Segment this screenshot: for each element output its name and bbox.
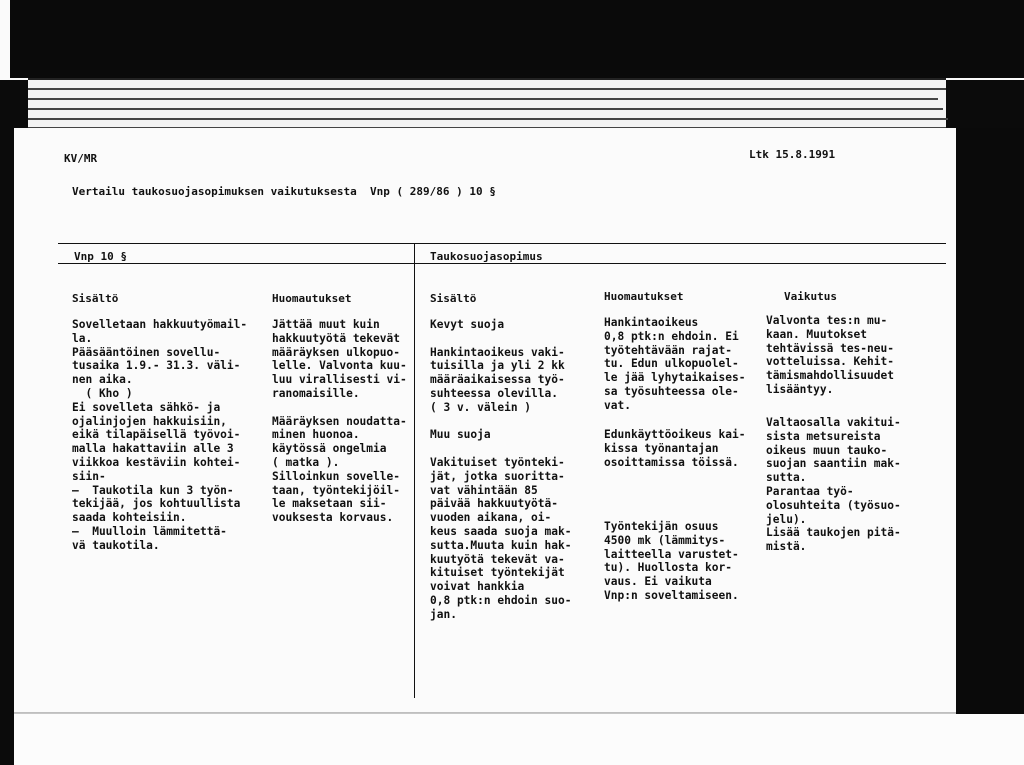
column-5-text-a: Valvonta tes:n mu- kaan. Muutokset tehtävissä tes-neu- votteluissa. Kehit- tämismahdollisuudet lisääntyy. <box>766 314 894 396</box>
document-code: KV/MR <box>64 152 98 165</box>
column-2-text: Jättää muut kuin hakkuutyötä tekevät määräyksen ulkopuo- lelle. Valvonta kuu- luu virallisesti vi- ranomaisille. Määräyksen noudatta- minen huonoa. käytössä ongelmia ( matka ). Silloinkun sovelle- taan, työntekijöil- le maksetaan sii- vouksesta korvaus. <box>272 318 407 525</box>
table-group-divider <box>414 243 415 698</box>
column-4-text-c: Työntekijän osuus 4500 mk (lämmitys- laitteella varustet- tu). Huollosta kor- vaus. Ei vaikuta Vnp:n soveltamiseen. <box>604 520 739 602</box>
column-header-1: Sisältö <box>72 292 119 305</box>
table-header-rule <box>58 263 946 264</box>
column-header-5: Vaikutus <box>784 290 837 303</box>
page-bottom-edge <box>14 714 1024 765</box>
column-4-text-b: Edunkäyttöoikeus kai- kissa työnantajan osoittamissa töissä. <box>604 428 746 469</box>
scan-dark-area <box>10 0 1024 78</box>
column-header-3: Sisältö <box>430 292 477 305</box>
group-left-header: Vnp 10 § <box>74 250 127 263</box>
column-1-text: Sovelletaan hakkuutyömail- la. Pääsääntöinen sovellu- tusaika 1.9.- 31.3. väli- nen aika. ( Kho ) Ei sovelleta sähkö- ja ojalinjojen hakkuisiin, eikä tilapäisellä työvoi- malla hakattaviin alle 3 viikkoa kestäviin kohtei- siin- — Taukotila kun 3 työn- tekijää, jos kohtuullista saada kohteisiin. — Muulloin lämmitettä- vä taukotila. <box>72 318 248 552</box>
document-page <box>14 128 956 714</box>
column-3-text: Kevyt suoja Hankintaoikeus vaki- tuisilla ja yli 2 kk määräaikaisessa työ- suhteessa olevilla. ( 3 v. välein ) Muu suoja Vakituiset työnteki- jät, jotka suoritta- vat vähintään 85 päivää hakkuutyötä- vuoden aikana, oi- keus saada suoja mak- sutta.Muuta kuin hak- kuutyötä tekevät va- kituiset työntekijät voivat hankkia 0,8 ptk:n ehdoin suo- jan. <box>430 318 572 621</box>
column-header-2: Huomautukset <box>272 292 352 305</box>
column-5-text-b: Valtaosalla vakitui- sista metsureista oikeus muun tauko- suojan saantiin mak- sutta. Parantaa työ- olosuhteita (työsuo- jelu). Lisää taukojen pitä- mistä. <box>766 416 901 554</box>
column-header-4: Huomautukset <box>604 290 684 303</box>
document-title: Vertailu taukosuojasopimuksen vaikutuksesta Vnp ( 289/86 ) 10 § <box>72 185 496 198</box>
scan-right-edge <box>956 128 1024 714</box>
group-right-header: Taukosuojasopimus <box>430 250 543 263</box>
document-date: Ltk 15.8.1991 <box>749 148 836 161</box>
page-stack-edges <box>28 78 946 132</box>
column-4-text-a: Hankintaoikeus 0,8 ptk:n ehdoin. Ei työtehtävään rajat- tu. Edun ulkopuolel- le jää lyhytaikaises- sa työsuhteessa ole- vat. <box>604 316 746 412</box>
table-top-rule <box>58 243 946 244</box>
